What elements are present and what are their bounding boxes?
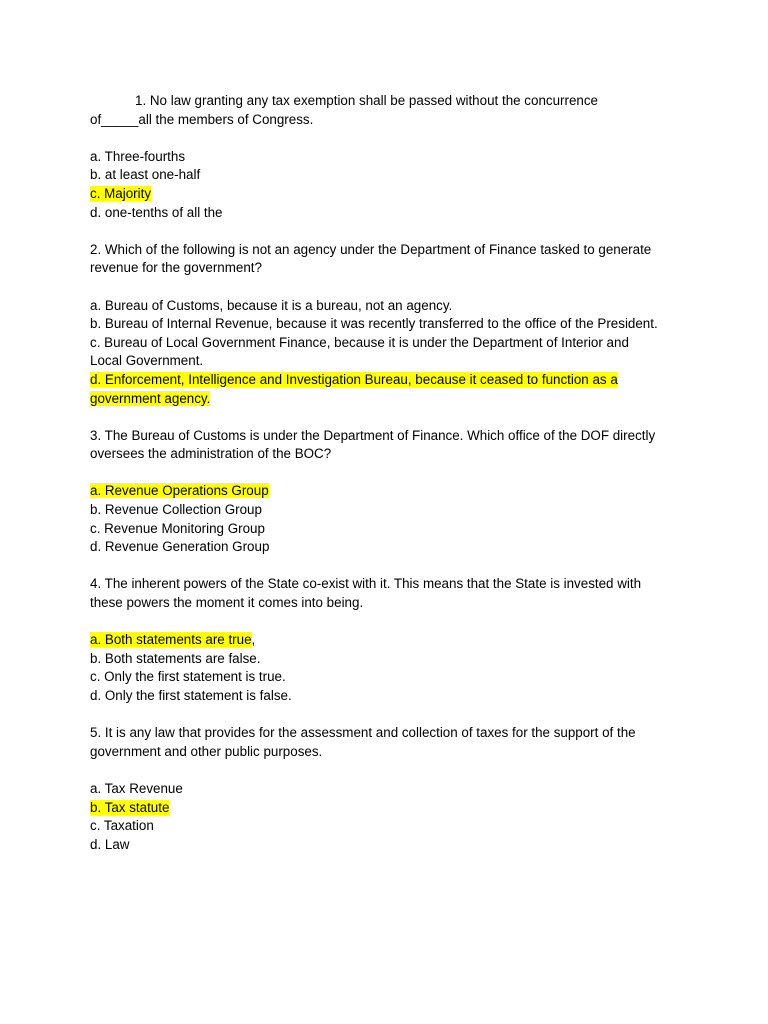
answer-option [90, 166, 690, 185]
question-stem-line: 1. No law granting any tax exemption shall be passed without the concurrence [135, 93, 598, 108]
spacer [90, 222, 690, 241]
spacer [90, 278, 690, 297]
answer-option [90, 334, 690, 353]
question-3 [90, 427, 690, 557]
answer-option [90, 817, 690, 836]
answer-option-text: d. Law [90, 836, 130, 852]
answer-option-text: d. one-tenths of all the [90, 204, 223, 220]
answer-option [90, 780, 690, 799]
answer-option [90, 148, 690, 167]
option-list [90, 297, 690, 409]
question-stem-line: oversees the administration of the BOC? [90, 446, 332, 462]
question-stem-line: 3. The Bureau of Customs is under the Department of Finance. Which office of the DOF directly [90, 427, 656, 443]
spacer [90, 557, 690, 576]
spacer [90, 464, 690, 483]
spacer [90, 129, 690, 148]
answer-option-text: c. Revenue Monitoring Group [90, 520, 265, 536]
option-list [90, 631, 690, 705]
answer-option [90, 501, 690, 520]
answer-option [90, 204, 690, 223]
option-list [90, 148, 690, 222]
answer-option [90, 836, 690, 855]
answer-option-text: a. Bureau of Customs, because it is a bureau, not an agency. [90, 297, 453, 313]
answer-option-correct [90, 185, 690, 204]
question-stem-line: revenue for the government? [90, 260, 262, 276]
answer-option-text: b. Bureau of Internal Revenue, because it was recently transferred to the office of the President. [90, 316, 658, 332]
option-list [90, 780, 690, 854]
answer-option-text: d. Revenue Generation Group [90, 539, 270, 555]
spacer [90, 613, 690, 632]
answer-option-text: b. Revenue Collection Group [90, 502, 262, 518]
answer-option-text: c. Only the first statement is true. [90, 669, 286, 685]
question-stem-line: government and other public purposes. [90, 743, 323, 759]
answer-option-text: b. Both statements are false. [90, 650, 261, 666]
answer-option [90, 315, 690, 334]
highlighted-answer-text: government agency. [90, 390, 211, 406]
trailing-punctuation: , [251, 632, 256, 648]
answer-option-correct [90, 799, 690, 818]
question-stem-line: 5. It is any law that provides for the assessment and collection of taxes for the support of the [90, 725, 636, 741]
question-1 [90, 92, 690, 222]
question-stem-line: 4. The inherent powers of the State co-exist with it. This means that the State is invested with [90, 576, 642, 592]
answer-option-text: c. Taxation [90, 818, 154, 834]
highlighted-answer-text: a. Both statements are true [90, 632, 252, 648]
spacer [90, 761, 690, 780]
question-stem-line: these powers the moment it comes into being. [90, 595, 364, 611]
question-stem-line: of_____all the members of Congress. [90, 111, 314, 127]
question-4 [90, 575, 690, 705]
answer-option-correct [90, 631, 690, 650]
answer-option [90, 520, 690, 539]
answer-option-text: b. at least one-half [90, 167, 201, 183]
answer-option-correct-continuation [90, 390, 690, 409]
option-list [90, 482, 690, 556]
highlighted-answer-text: b. Tax statute [90, 799, 170, 815]
question-2 [90, 241, 690, 408]
answer-option-correct [90, 482, 690, 501]
spacer [90, 706, 690, 725]
answer-option [90, 650, 690, 669]
highlighted-answer-text: d. Enforcement, Intelligence and Investigation Bureau, because it ceased to function as a [90, 371, 618, 387]
answer-option-text: a. Tax Revenue [90, 780, 183, 796]
answer-option [90, 668, 690, 687]
answer-option [90, 297, 690, 316]
answer-option [90, 538, 690, 557]
answer-option-correct [90, 371, 690, 390]
question-stem-line: 2. Which of the following is not an agency under the Department of Finance tasked to generate [90, 241, 652, 257]
answer-option-continuation [90, 352, 690, 371]
question-5 [90, 724, 690, 854]
answer-option-text: Local Government. [90, 353, 204, 369]
answer-option [90, 687, 690, 706]
answer-option-text: c. Bureau of Local Government Finance, because it is under the Department of Interior and [90, 334, 629, 350]
highlighted-answer-text: c. Majority [90, 185, 152, 201]
answer-option-text: d. Only the first statement is false. [90, 688, 292, 703]
answer-option-text: a. Three-fourths [90, 148, 186, 164]
highlighted-answer-text: a. Revenue Operations Group [90, 483, 269, 499]
document-page [90, 92, 690, 854]
spacer [90, 408, 690, 427]
